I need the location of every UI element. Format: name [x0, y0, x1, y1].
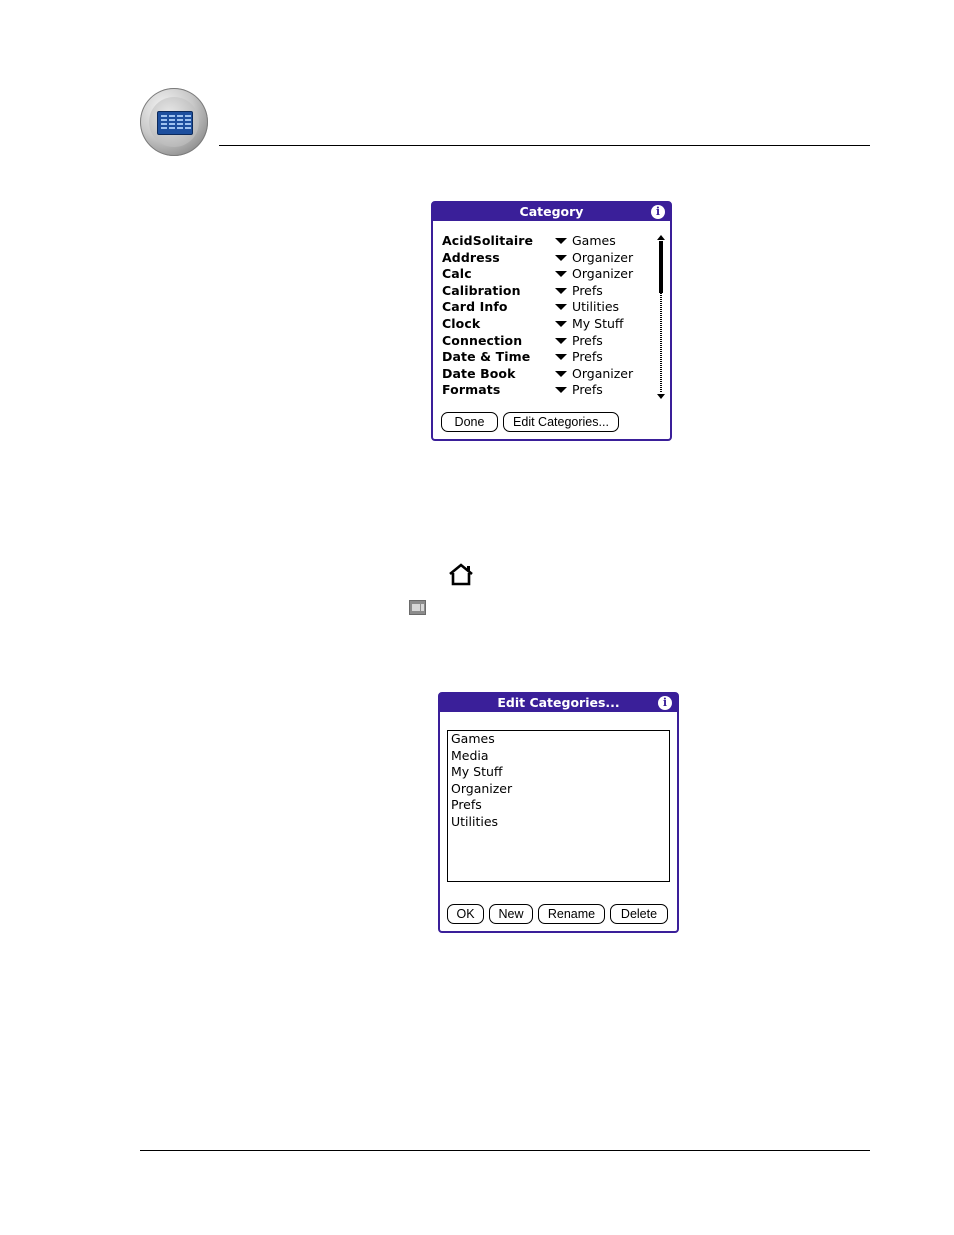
dropdown-arrow-icon[interactable] [555, 238, 567, 244]
category-picker[interactable]: Organizer [572, 266, 634, 282]
category-picker[interactable]: Prefs [572, 282, 603, 298]
app-name: Date & Time [442, 349, 531, 365]
info-icon[interactable]: i [658, 696, 672, 710]
category-row [442, 316, 652, 333]
dropdown-arrow-icon[interactable] [555, 288, 567, 294]
ok-button[interactable]: OK [447, 904, 484, 924]
app-name: Clock [442, 315, 481, 331]
chapter-icon-inner [149, 97, 199, 147]
category-row [442, 382, 652, 399]
dropdown-arrow-icon[interactable] [555, 387, 567, 393]
list-item[interactable]: My Stuff [451, 764, 503, 780]
edit-categories-dialog [438, 692, 679, 933]
edit-dialog-title: Edit Categories... [497, 695, 620, 710]
list-item[interactable]: Organizer [451, 780, 513, 796]
app-name: Date Book [442, 365, 516, 381]
header-rule [219, 145, 870, 146]
app-name: Calc [442, 266, 472, 282]
category-picker[interactable]: Prefs [572, 382, 603, 398]
category-picker[interactable]: Utilities [572, 299, 620, 315]
menu-icon [409, 600, 426, 615]
app-name: Address [442, 249, 500, 265]
category-picker[interactable]: Prefs [572, 349, 603, 365]
info-icon[interactable]: i [651, 205, 665, 219]
list-item[interactable]: Utilities [451, 813, 499, 829]
category-picker[interactable]: Games [572, 233, 616, 248]
list-item[interactable]: Prefs [451, 797, 482, 813]
category-dialog [431, 201, 672, 441]
dropdown-arrow-icon[interactable] [555, 371, 567, 377]
new-button[interactable]: New [489, 904, 533, 924]
dropdown-arrow-icon[interactable] [555, 338, 567, 344]
app-name: Formats [442, 382, 501, 398]
delete-button[interactable]: Delete [610, 904, 668, 924]
list-scrollbar[interactable] [657, 235, 665, 399]
category-row [442, 299, 652, 316]
chapter-applications-icon [140, 88, 208, 156]
scroll-thumb[interactable] [659, 241, 663, 293]
dropdown-arrow-icon[interactable] [555, 354, 567, 360]
category-row [442, 366, 652, 383]
home-icon [447, 562, 475, 588]
category-row [442, 233, 652, 250]
category-picker[interactable]: Organizer [572, 249, 634, 265]
category-row [442, 266, 652, 283]
category-list-box[interactable] [447, 730, 670, 882]
list-item[interactable]: Games [451, 731, 495, 746]
app-name: Card Info [442, 299, 508, 315]
app-name: AcidSolitaire [442, 233, 534, 248]
done-button[interactable]: Done [441, 412, 498, 432]
category-picker[interactable]: My Stuff [572, 315, 624, 331]
category-row [442, 349, 652, 366]
dropdown-arrow-icon[interactable] [555, 255, 567, 261]
footer-rule [140, 1150, 870, 1151]
dropdown-arrow-icon[interactable] [555, 304, 567, 310]
list-item[interactable]: Media [451, 747, 489, 763]
scroll-up-arrow-icon[interactable] [657, 235, 665, 240]
category-picker[interactable]: Prefs [572, 332, 603, 348]
category-assignment-list [442, 233, 652, 399]
edit-categories-button[interactable]: Edit Categories... [503, 412, 619, 432]
edit-dialog-title-bar [440, 694, 677, 712]
category-dialog-title-bar [433, 203, 670, 221]
rename-button[interactable]: Rename [538, 904, 605, 924]
category-row [442, 333, 652, 350]
chapter-icon-screen [157, 111, 193, 135]
app-name: Connection [442, 332, 523, 348]
category-row [442, 250, 652, 267]
category-row [442, 283, 652, 300]
category-picker[interactable]: Organizer [572, 365, 634, 381]
scroll-down-arrow-icon[interactable] [657, 394, 665, 399]
app-name: Calibration [442, 282, 521, 298]
category-dialog-title: Category [519, 204, 584, 219]
dropdown-arrow-icon[interactable] [555, 321, 567, 327]
dropdown-arrow-icon[interactable] [555, 271, 567, 277]
